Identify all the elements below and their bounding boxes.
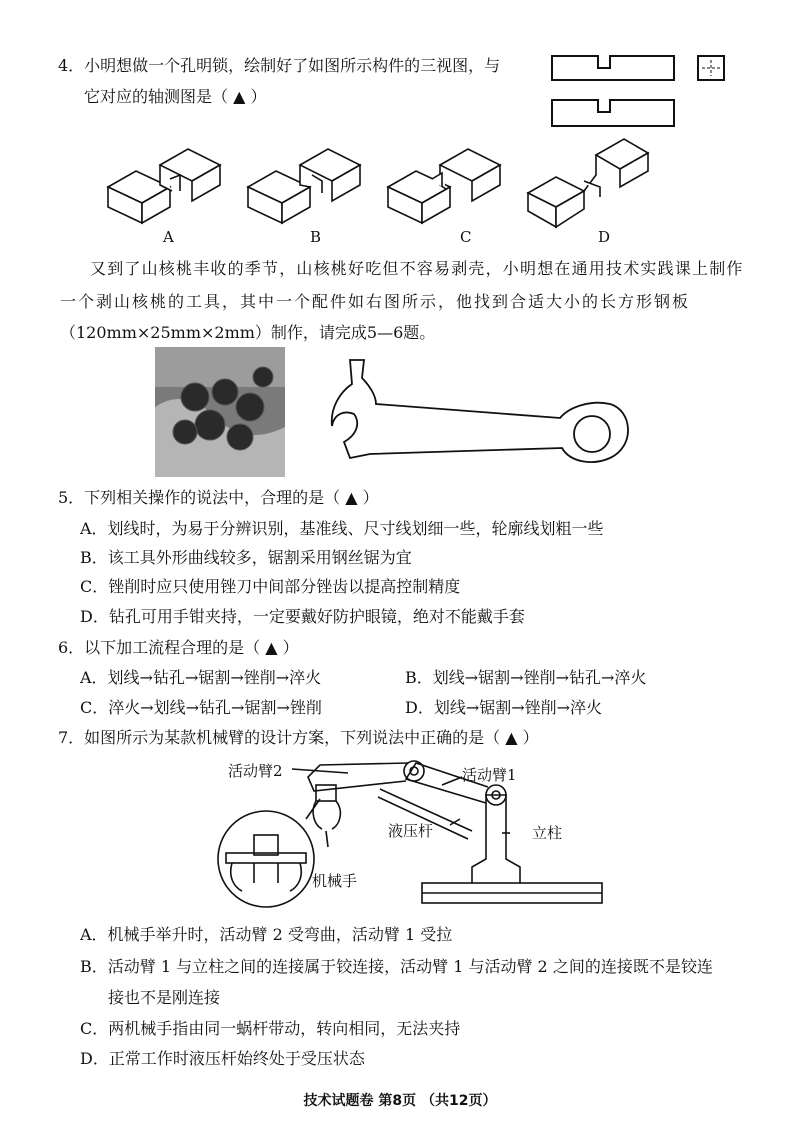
option-c-label: C [460, 228, 472, 246]
intro-line2: 一个剥山核桃的工具，其中一个配件如右图所示，他找到合适大小的长方形钢板 [60, 292, 691, 311]
q7-option-a: A．机械手举升时，活动臂 2 受弯曲，活动臂 1 受拉 [80, 925, 453, 944]
label-arm1: 活动臂1 [462, 766, 517, 784]
q7-option-d: D．正常工作时液压杆始终处于受压状态 [80, 1049, 365, 1068]
q7-option-c: C．两机械手指由同一蜗杆带动，转向相同，无法夹持 [80, 1019, 461, 1038]
q4-stem-line1: 4．小明想做一个孔明锁，绘制好了如图所示构件的三视图，与 [58, 56, 501, 75]
option-d-figure [528, 139, 648, 227]
q6-option-d: D．划线→锯割→锉削→淬火 [405, 698, 603, 717]
page-footer: 技术试题卷 第8页 （共12页） [303, 1093, 497, 1109]
option-a-label: A [163, 228, 174, 246]
q6-option-b: B．划线→锯割→锉削→钻孔→淬火 [405, 668, 647, 687]
axonometric-options [100, 135, 660, 230]
q5-option-c: C．锉削时应只使用锉刀中间部分锉齿以提高控制精度 [80, 577, 461, 596]
q6-option-a: A．划线→钻孔→锯割→锉削→淬火 [80, 668, 322, 687]
q6-stem: 6．以下加工流程合理的是（ ▲ ） [58, 638, 299, 657]
walnut-photo [155, 347, 285, 477]
intro-line1: 又到了山核桃丰收的季节，山核桃好吃但不容易剥壳，小明想在通用技术实践课上制作 [90, 259, 744, 278]
intro-line3: （120mm×25mm×2mm）制作，请完成5—6题。 [60, 323, 436, 342]
label-arm2: 活动臂2 [228, 762, 283, 780]
q5-option-d: D．钻孔可用手钳夹持，一定要戴好防护眼镜，绝对不能戴手套 [80, 607, 525, 626]
label-hand: 机械手 [312, 872, 358, 890]
q7-option-b-line2: 接也不是刚连接 [108, 988, 221, 1007]
option-a-figure [108, 149, 220, 223]
q6-option-c: C．淬火→划线→钻孔→锯割→锉削 [80, 698, 322, 717]
label-cylinder: 液压杆 [388, 822, 434, 840]
three-view-drawing [548, 52, 728, 132]
q5-option-a: A．划线时，为易于分辨识别，基准线、尺寸线划细一些，轮廓线划粗一些 [80, 519, 604, 538]
option-c-figure [388, 149, 500, 223]
q7-option-b-line1: B．活动臂 1 与立柱之间的连接属于铰连接，活动臂 1 与活动臂 2 之间的连接既不是铰连 [80, 957, 713, 976]
option-b-label: B [310, 228, 322, 246]
q7-stem: 7．如图所示为某款机械臂的设计方案，下列说法中正确的是（ ▲ ） [58, 728, 539, 747]
option-d-label: D [598, 228, 611, 246]
option-b-figure [248, 149, 360, 223]
q5-stem: 5．下列相关操作的说法中，合理的是（ ▲ ） [58, 488, 379, 507]
q4-stem-line2: 它对应的轴测图是（ ▲ ） [84, 87, 267, 106]
tool-part-drawing [330, 352, 640, 472]
q5-option-b: B．该工具外形曲线较多，锯割采用钢丝锯为宜 [80, 548, 412, 567]
label-column: 立柱 [532, 824, 563, 842]
